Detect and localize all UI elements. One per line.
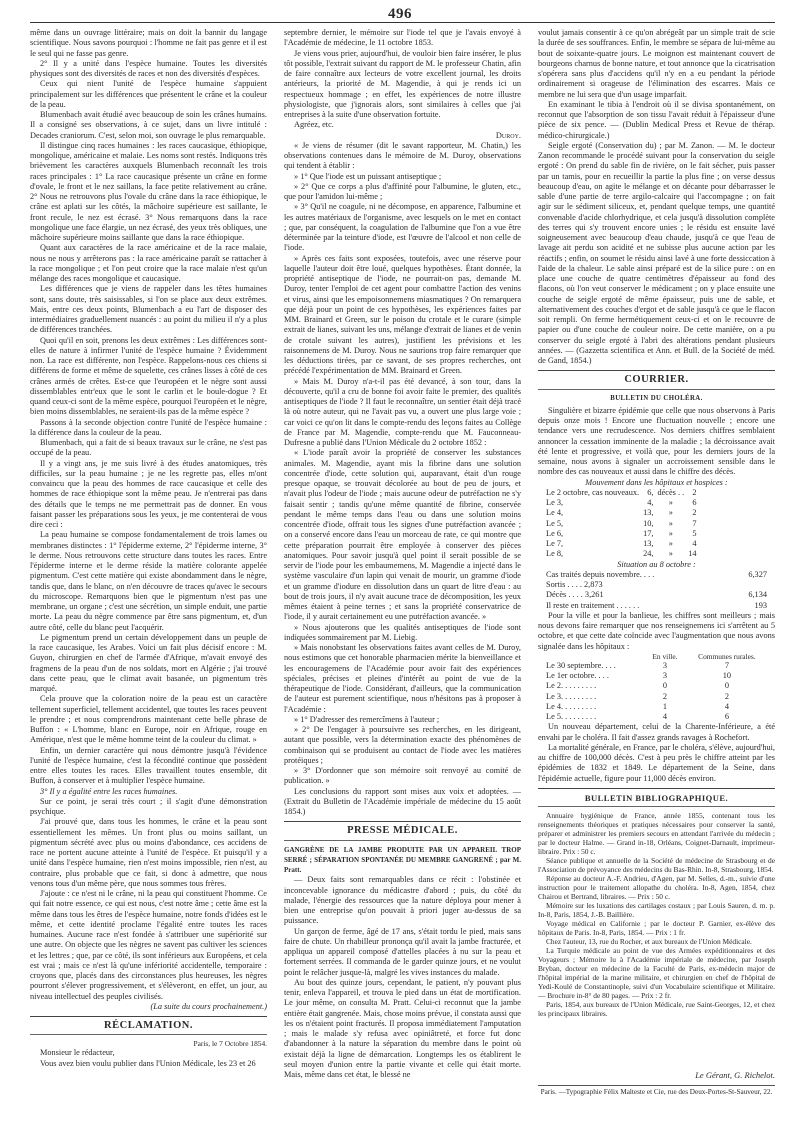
paragraph: Quant aux caractères de la race américaine et de la race malaie, nous ne nous y arrêterons pas : la race américaine paraît se rattacher à la race mongolique ; et l'on peut croire que la race malaie n'est qu'un mélange des races mongolique et caucasique. — [30, 243, 267, 283]
table-cell: 10, — [643, 518, 654, 528]
paragraph: Cela prouve que la coloration noire de la peau est un caractère tellement superficiel, tellement accidentel, que toutes les races peuvent le prendre ; et nous comprendrons maintenant cette belle phrase de Buffon : « L'homme, blanc en Europe, noir en Afrique, rouge en Amérique, n'est que le même homme teint de la couleur du climat. » — [30, 694, 267, 745]
paragraph: Le pigmentum prend un certain développement dans un peuple de la race caucasique, les Arabes. Voici un fait plus décisif encore : M. Guyon, chirurgien en chef de l'armée d'Afrique, m'avait envoyé des fragmens de la peau d'un de nos soldats, mort en Algérie ; j'ai trouvé dans cette peau, que le climat avait basanée, un pigmentum très marqué. — [30, 632, 267, 693]
table-cell: décès . . — [657, 487, 685, 497]
reclamation-date: Paris, le 7 Octobre 1854. — [193, 1039, 267, 1049]
table-cell: 0 — [662, 681, 667, 691]
gerant-signature: Le Gérant, G. Richelot. — [695, 1070, 775, 1080]
table-cell: Le 8, — [546, 549, 564, 559]
paragraph: Il distingue cinq races humaines : les races caucasique, éthiopique, mongolique, américaine et malaie. Les noms sont restés. Indiquons très brièvement les caractères auxquels Blumenbach reconnaît les trois races principales : 1° La race caucasique présente un crâne en forme d'ovale, le front et le nez saillans, la face petite relativement au crâne. 2° Nous ne retrouvons plus l'ovale du crâne dans la race éthiopique, le crâne est aplati sur les côtés, la mâchoire supérieure est saillante, le front recule, le nez est écrasé. 3° Nous remarquons dans la race mongolique une face élargie, un nez écrasé, des yeux très obliques, une mâchoire supérieure moins saillante que dans la race éthiopique. — [30, 140, 267, 242]
continued-note: (La suite du cours prochainement.) — [150, 1001, 267, 1011]
table-cell: 2 — [692, 487, 697, 497]
table-cell: Le 1er octobre. . . . — [546, 671, 609, 680]
header-rule — [30, 22, 775, 23]
paragraph: En examinant le tibia à l'endroit où il se divisa spontanément, on reconnut que l'absorption de son tissu l'avait réduit à l'épaisseur d'une pièce de six pence. — (Dublin Medical Press et Revue de thérap. médico-chirurgicale.) — [538, 99, 775, 140]
presse-heading: PRESSE MÉDICALE. — [347, 825, 458, 837]
imprint: Paris. —Typographie Félix Malteste et Cie, rue des Deux-Portes-St-Sauveur, 22. — [538, 1085, 775, 1096]
table-row — [544, 580, 769, 590]
table-row — [544, 590, 769, 600]
table-cell: Le 4, — [546, 508, 564, 518]
table-cell: 7 — [724, 660, 729, 670]
table-cell: Le 2 octobre, cas nouveaux. — [546, 487, 640, 497]
list-item: Séance publique et annuelle de la Société de médecine de Strasbourg et de l'Association de prévoyance des médecins du Bas-Rhin. In-8, Strasbourg, 1854. — [538, 856, 775, 874]
table-cell: Le 5. . . . . . . . . — [546, 712, 597, 721]
page-number: 496 — [388, 6, 412, 22]
column-1 — [30, 28, 267, 1113]
section-divider — [284, 821, 521, 822]
paragraph: septembre dernier, le mémoire sur l'iode tel que je l'avais envoyé à l'Académie de médecine, le 11 octobre 1853. — [284, 28, 521, 48]
table-cell: » — [668, 508, 673, 518]
section-divider — [30, 1034, 267, 1035]
table-row — [544, 498, 698, 508]
mouvement-table — [544, 488, 698, 560]
table-cell: 193 — [754, 600, 767, 610]
section-divider — [538, 370, 775, 371]
paragraph: » Mais M. Duroy n'a-t-il pas été devancé, à son tour, dans la découverte, qu'il a cru de bonne foi avoir faite le premier, des qualités antiseptiques de l'iode ? Il faut le reconnaître, un sentier était déjà tracé là où notre auteur, qui ne l'avait pas vu, a ouvert une plus large voie ; car voici ce qu'on lit dans le compte-rendu des leçons faites au Collège de France par M. Magendie, compte-rendu que M. Fauconneau-Dufresne a publié dans l'Union Médicale du 2 octobre 1852 : — [284, 376, 521, 447]
list-item: Paris, 1854, aux bureaux de l'Union Médicale, rue Saint-Georges, 12, et chez les principaux libraires. — [538, 1000, 775, 1018]
table-row — [544, 601, 769, 611]
paragraph: Je viens vous prier, aujourd'hui, de vouloir bien faire insérer, le plus tôt possible, l'extrait suivant du rapport de M. le professeur Chatin, afin de faire connaître aux lecteurs de votre excellent journal, les droits antérieurs, la priorité de M. Magendie, à qui je rends ici un respectueux hommage ; en effet, les expériences de notre illustre physiologiste, que j'ignorais alors, sont similaires à celles que j'ai entreprises à la suite d'une observation fortuite. — [284, 48, 521, 119]
table-cell: 6 — [724, 712, 729, 721]
paragraph: Un garçon de ferme, âgé de 17 ans, s'était tordu le pied, mais sans faire de chute. Un rhabilleur prononça qu'il avait la jambe fracturée, et appliqua un appareil composé d'attelles placées à nu sur la peau et fortement serrées. Il commanda de le garder quinze jours, et ne voulut point le relâcher jusque-là, malgré les vives instances du malade. — [284, 926, 521, 977]
paragraph: » Nous ajouterons que les qualités antiseptiques de l'iode sont indiquées sommairement par M. Liebig. — [284, 622, 521, 642]
paragraph: La mortalité générale, en France, par le choléra, s'élève, aujourd'hui, au chiffre de 100,000 décès. C'est à peu près le chiffre atteint par les épidémies de 1832 et 1849. Le département de la Seine, dans l'épidémie actuelle, figure pour 11,000 décès environ. — [538, 742, 775, 783]
section-divider — [538, 788, 775, 789]
situation-table — [544, 570, 769, 611]
column-2 — [284, 28, 521, 1113]
table-cell: Le 4. . . . . . . . . — [546, 701, 597, 711]
paragraph: Un nouveau département, celui de la Charente-Inférieure, a été envahi par le choléra. Il fait d'assez grands ravages à Rochefort. — [538, 722, 775, 742]
table-cell: Le 3. . . . . . . . . — [546, 691, 597, 701]
table-cell: 3 — [662, 671, 667, 680]
paragraph: Les conclusions du rapport sont mises aux voix et adoptées. — (Extrait du Bulletin de l'Académie impériale de médecine du 15 août 1854.) — [284, 786, 521, 816]
table-cell: » — [668, 528, 673, 538]
table-cell: 13, — [643, 539, 654, 548]
table-cell: 17, — [643, 528, 654, 538]
paragraph: — Deux faits sont remarquables dans ce récit : l'obstinée et inconcevable ignorance du médicastre d'abord ; puis, du côté du malade, l'énergie des ressources que la nature déploya pour mener à bien une entreprise qu'on pouvait à priori juger au-dessus de sa puissance. — [284, 875, 521, 926]
list-item: Voyage médical en Californie ; par le docteur P. Garnier, ex-élève des hôpitaux de Paris. In-8, Paris, 1854. — Prix : 1 fr. — [538, 919, 775, 937]
table-cell — [731, 580, 769, 590]
paragraph: Sur ce point, je serai très court ; il s'agit d'une démonstration psychique. — [30, 796, 267, 816]
table-cell: 3 — [662, 660, 667, 670]
list-item: La Turquie médicale au point de vue des Armées expéditionnaires et des Voyageurs ; Mémoire lu à l'Académie impériale de médecine, par Joseph Bryban, docteur en médecine de la Faculté de Paris, ex-médecin major de l'hôpital impérial de la marine militaire, et chirurgien en chef de l'hôpital de Yedi-Koulé de Constantinople, suivi d'un Vocabulaire scientifique et Militaire. — Brochure in-8° de 80 pages. — Prix : 2 fr. — [538, 946, 775, 1000]
courrier-heading: COURRIER. — [624, 374, 689, 386]
biblio-list — [538, 811, 775, 1018]
list-item: Chez l'auteur, 13, rue du Rocher, et aux bureaux de l'Union Médicale. — [546, 937, 752, 946]
table-row — [544, 661, 769, 671]
paragraph: » 3° Qu'il ne coagule, ni ne décompose, en apparence, l'albumine et les autres matériaux de l'organisme, avec lesquels on le met en contact ; que, par conséquent, la coagulation de l'albumine que l'on a vue être déterminée par la teinture d'iode, est l'œuvre de l'alcool et non celle de l'iode. — [284, 202, 521, 253]
table-cell: 14 — [688, 549, 697, 559]
paragraph: J'ai prouvé que, dans tous les hommes, le crâne et la peau sont essentiellement les mêmes. Un front plus ou moins saillant, un pigmentum sécrété avec plus ou moins d'abondance, ces accidens de race ne portent aucune atteinte à l'unité de l'espèce. Et puisqu'il y a unité dans l'espèce humaine, rien n'est moins impossible, rien n'est, au contraire, plus probable que ce fait, si donc à admettre, que nous venons tous d'un même père, que nous sommes tous frères. — [30, 817, 267, 888]
table-cell: 4 — [662, 712, 667, 721]
table-cell: Le 7, — [546, 539, 564, 548]
paragraph: Ceux qui nient l'unité de l'espèce humaine s'appuient principalement sur les différences que présentent le crâne et la couleur de la peau. — [30, 79, 267, 109]
paragraph: « Je viens de résumer (dit le savant rapporteur, M. Chatin,) les observations contenues dans le mémoire de M. Duroy, observations qui tendent à établir : — [284, 140, 521, 171]
table-cell: » — [668, 549, 673, 559]
signature: Duroy. — [495, 130, 521, 140]
table-cell: 2 — [724, 691, 729, 701]
paragraph: Au bout des quinze jours, cependant, le patient, n'y pouvant plus tenir, enleva l'appareil, et trouva le pied dans un état de mortification. Le jour même, on consulta M. Pratt. Celui-ci reconnut que la jambe entière était gangrenée. Mais, chose moins prévue, il constata aussi que les os n'étaient point fracturés. Il proposa immédiatement l'amputation ; mais le malade s'y refusa avec opiniâtreté, et force fut donc d'abandonner à la nature la séparation du membre dans le point où existait déjà la ligne de démarcation. Longtemps les os établirent le seul moyen d'union entre la partie vivante et celle qui était morte. Mais, même dans cet état, le blessé ne — [284, 977, 521, 1079]
table-cell: 6,134 — [748, 590, 767, 600]
table-cell: 4, — [647, 498, 654, 507]
paragraph: même dans un ouvrage littéraire; mais on doit la bannir du langage scientifique. Nous savons pourquoi : l'homme ne fait pas genre et il est le seul qui ne fasse pas genre. — [30, 28, 267, 58]
table-cell: 10 — [722, 671, 732, 680]
paragraph: Monsieur le rédacteur, — [40, 1048, 115, 1058]
table-row — [544, 570, 769, 580]
table-row — [544, 671, 769, 681]
table-row — [544, 519, 698, 529]
paragraph: Blumenbach avait étudié avec beaucoup de soin les crânes humains. Il a consigné ses observations, à ce sujet, dans un livre intitulé : Decades craniorum. C'est, selon moi, son ouvrage le plus remarquable. — [30, 110, 267, 140]
table-cell: 2 — [692, 508, 697, 518]
table-cell: Le 5, — [546, 518, 564, 528]
table-cell: 5 — [692, 528, 697, 538]
table-cell: 4 — [692, 539, 697, 548]
paragraph: Singulière et bizarre épidémie que celle que nous observons à Paris depuis onze mois ! Encore une fluctuation nouvelle ; encore une tendance vers une recrudescence. Nos derniers chiffres semblaient annoncer la cessation imminente de la maladie ; la décroissance avait été lente et progressive, et voilà que, pour les derniers jours de la semaine, nous avons à signaler un accroissement sensible dans le nombre des cas nouveaux et aussi dans le chiffre des décès. — [538, 405, 775, 477]
table-cell: » — [668, 539, 673, 548]
table-cell: Le 3, — [546, 498, 564, 507]
paragraph: Enfin, un dernier caractère qui nous démontre jusqu'à l'évidence l'unité de l'espèce humaine, c'est la fécondité continue que possèdent entre elles toutes les races. Elles travaillent toutes ensemble, dit Buffon, à conserver et à multiplier l'espèce humaine. — [30, 745, 267, 786]
paragraph: 2° Il y a unité dans l'espèce humaine. Toutes les diversités physiques sont des diversités de races et non des diversités d'espèces. — [30, 58, 267, 78]
article-title: GANGRÈNE DE LA JAMBE PRODUITE PAR UN APPAREIL TROP SERRÉ ; SÉPARATION SPONTANÉE DU MEMBRE GANGRENÉ ; par M. Pratt. — [284, 845, 521, 874]
ville-table — [544, 652, 769, 723]
paragraph: Les différences que je viens de rappeler dans les têtes humaines sont, sans doute, très saisissables, si l'on se place aux deux extrêmes. Mais, entre ces deux points, Blumenbach a eu l'art de disposer des intermédiaires graduellement nuancés : au point du milieu il n'y a plus de différences tranchées. — [30, 284, 267, 335]
table-cell: Le 30 septembre. . . . — [546, 660, 616, 670]
paragraph: » 2° De l'engager à poursuivre ses recherches, en les dirigeant, autant que possible, vers la détermination exacte des phénomènes de combinaison qui se produisent au contact de l'iode avec les matières protéiques ; — [284, 725, 521, 765]
paragraph: » 3° D'ordonner que son mémoire soit renvoyé au comité de publication. » — [284, 766, 521, 786]
paragraph: » Après ces faits sont exposées, toutefois, avec une réserve pour laquelle l'auteur doit être loué, quelques hypothèses. Étant donnée, la propriété antiseptique de l'iode, ne pourrait-on pas, demande M. Duroy, tenter l'emploi de cet agent pour combattre l'action des venins et virus, ainsi que les empoisonnemens miasmatiques ? On remarquera que déjà pour un point de ces hypothèses, les expériences faites par MM. Brainard et Green, sur le poison du crotale et le curare (simple extrait de lianes, suivant les uns, mélange d'extrait de lianes et de venin de crotale suivant les autres), justifient les prévisions et les raisonnemens de M. Duroy. Nous ne saurions trop faire remarquer que les déductions tirées, par ce savant, de ses propres recherches, ont précédé l'expérimentation de MM. Brainard et Green. — [284, 253, 521, 376]
table-cell: Sortis . . . . 2,873 — [546, 580, 603, 589]
paragraph: Blumenbach, qui a fait de si beaux travaux sur le crâne, ne s'est pas occupé de la peau. — [30, 438, 267, 458]
paragraph: 3° Il y a égalité entre les races humaines. — [40, 786, 178, 796]
column-header: Communes rurales. — [698, 651, 756, 661]
paragraph: La peau humaine se compose fondamentalement de trois lames ou membranes distinctes : 1° l'épiderme externe, 2° l'épiderme interne, 3° le derme. Nous retrouvons cette structure dans toutes les races. Entre l'épiderme interne et le derme réside la matière colorante appelée pigmentum. C'est cette matière qui existe abondamment dans le nègre, tandis que, dans le blanc, on n'en découvre de traces qu'avec le secours du microscope. Remarquons bien que le pigmentum n'est pas une membrane, un organe ; c'est une sécrétion, un simple enduit, une partie morte. La peau du nègre commence par être sans pigmentum, et, d'un autre côté, celle du blanc peut l'acquérir. — [30, 530, 267, 632]
table-cell: 24, — [643, 549, 654, 559]
mouvement-title: Mouvement dans les hôpitaux et hospices : — [585, 477, 728, 487]
section-divider — [538, 389, 775, 390]
paragraph: » 1° D'adresser des remercîmens à l'auteur ; — [294, 714, 440, 724]
reclamation-heading: RÉCLAMATION. — [104, 1020, 193, 1031]
table-row — [544, 529, 698, 539]
paragraph: » 2° Que ce corps a plus d'affinité pour l'albumine, le gluten, etc., que pour l'amidon lui-même ; — [284, 181, 521, 201]
situation-title: Situation au 8 octobre : — [617, 559, 696, 569]
table-cell: 6 — [692, 498, 697, 507]
table-cell: Il reste en traitement . . . . . . — [546, 600, 640, 610]
table-cell: Cas traités depuis novembre. . . . — [546, 569, 655, 579]
bulletin-title: BULLETIN DU CHOLÉRA. — [610, 394, 703, 402]
paragraph: » Mais nonobstant les observations faites avant celles de M. Duroy, nous estimons que cet honorable pharmacien mérite la bienveillance et les encouragemens de l'Académie pour avoir fait des expériences spéciales, précises et pleines d'intérêt au point de vue de la thérapeutique de l'iode. Considérant, d'ailleurs, que la communication de l'auteur est purement scientifique, nous n'hésitons pas à proposer à l'Académie : — [284, 643, 521, 714]
list-item: Mémoire sur les luxations des cartilages costaux ; par Louis Sauren, d. m. p. In-8, Paris, 1854, J.-B. Baillière. — [538, 901, 775, 919]
biblio-heading: BULLETIN BIBLIOGRAPHIQUE. — [584, 792, 729, 803]
section-divider — [30, 1016, 267, 1017]
column-3 — [538, 28, 775, 1068]
table-row — [544, 539, 698, 549]
list-item: Réponse au docteur A.-F. Andrieu, d'Agen, par M. Selles, d.-m., suivie d'une instruction pour le traitement allopathe du choléra. In-8, Agen, 1854, chez Chairou et Bertrand, libraires. — Prix : 50 c. — [538, 874, 775, 901]
paragraph: Passons à la seconde objection contre l'unité de l'espèce humaine : la différence dans la couleur de la peau. — [30, 417, 267, 437]
paragraph: Agréez, etc. — [294, 120, 334, 130]
table-cell: 4 — [724, 701, 729, 711]
table-row — [544, 702, 769, 712]
table-cell: 6,327 — [748, 569, 767, 579]
paragraph: Pour la ville et pour la banlieue, les chiffres sont meilleurs ; mais nous devons faire remarquer que nos renseignemens ici s'arrêtent au 5 octobre, et que cette date coïncide avec l'augmentation que nous avons signalée dans les hôpitaux : — [538, 610, 775, 651]
table-row — [544, 712, 769, 722]
table-cell: 2 — [662, 691, 667, 701]
list-item: Annuaire hygiénique de France, année 1855, contenant tous les renseignements théoriques et pratiques nécessaires pour conserver la santé, préparer et administrer les premiers secours en attendant l'arrivée du médecin ; par le docteur Halme. — Grand in-18, Orléans, Coignet-Darnault, imprimeur-libraire. Prix : 50 c. — [538, 811, 775, 856]
table-cell: 6, — [647, 487, 654, 497]
table-cell: 7 — [692, 518, 697, 528]
table-cell: Le 2. . . . . . . . . — [546, 681, 597, 691]
table-cell: 13, — [643, 508, 654, 518]
table-cell: » — [668, 498, 673, 507]
section-divider — [284, 840, 521, 841]
table-row — [544, 549, 698, 559]
paragraph: Quoi qu'il en soit, prenons les deux extrêmes : Les différences sont-elles de nature à infirmer l'unité de l'espèce humaine ? Évidemment non. La race est différente, non l'espèce. Rappelons-nous ces chiens si différens de forme et même de squelette, ces crânes lisses à côté de ces crânes armés de crêtes. Est-ce que l'européen et le nègre sont aussi dissemblables entr'eux que le sont le carlin et le boule-dogue ? Et quand ceux-ci sont de la même espèce, pourquoi l'européen et le nègre, bien moins dissemblables, ne seraient-ils pas de la même espèce ? — [30, 335, 267, 417]
table-cell: 1 — [662, 701, 667, 711]
paragraph: » 1° Que l'iode est un puissant antiseptique ; — [294, 171, 442, 181]
paragraph: Vous avez bien voulu publier dans l'Union Médicale, les 23 et 26 — [40, 1058, 256, 1068]
table-row — [544, 488, 698, 498]
table-cell: Décès . . . . 3,261 — [546, 590, 604, 600]
paragraph: « L'iode paraît avoir la propriété de conserver les substances animales. M. Magendie, ayant mis la fibrine dans une solution concentrée d'iode, cette solution qui, auparavant, était d'un rouge presque opaque, se trouvait décolorée au bout de peu de jours, et n'avait plus l'odeur de l'iode ; mais aucune odeur de putréfaction ne s'y faisait sentir ; tandis qu'une même quantité de fibrine, conservée pendant le même temps dans l'eau ou dans une solution moins concentrée d'iode, offrait tous les signes d'une putréfaction avancée ; on a conservé encore dans l'eau un morceau de rate, ce qui montre que cette préparation pourrait être employée à conserver des pièces anatomiques. Pour savoir jusqu'à quel point il serait possible de se servir de l'iode pour les embaumemens, M. Magendie a injecté dans le système vasculaire d'un lapin qui venait de mourir, un gramme d'iode et un gramme d'iodure en dissolution dans un quart de litre d'eau : au bout de trois jours, il n'y avait aucune trace de décomposition, les yeux mêmes étaient à peine ternes ; et sans la propriété conservatrice de l'iode, il y aurait certainement eu une putréfaction avancée. » — [284, 448, 521, 622]
table-row — [544, 692, 769, 702]
column-header: En ville. — [652, 651, 678, 661]
table-cell: » — [668, 518, 673, 528]
table-row — [544, 508, 698, 518]
paragraph: Il y a vingt ans, je me suis livré à des études anatomiques, très difficiles, sur la peau humaine ; je ne les regrette pas, elles m'ont convaincu que la peau des hommes de race caucasique et celle des hommes de race éthiopique sont la même peau. Je n'entrerai pas dans des détails que le temps ne me permettrait pas de donner. En vous faisant passer les préparations sous les yeux, je me contenterai de vous dire ceci : — [30, 458, 267, 529]
paragraph: J'ajoute : ce n'est ni le crâne, ni la peau qui constituent l'homme. Ce qui fait notre essence, ce qui est nous, c'est notre âme ; cette âme est la même dans tous les êtres de l'espèce humaine, notre fonds d'idées est le même, et cette identité proclame l'égalité entre toutes les races humaines. Aucune race n'est fondée à s'attribuer une supériorité sur une autre. On objecte que les nègres ne savent pas cultiver les sciences et les lettres ; que, par ce côté, ils sont inférieurs aux Européens, et cela est vrai ; mais ce n'est là qu'une infériorité accidentelle, temporaire : croyons que, placés dans des circonstances plus heureuses, les nègres pourront s'élever progressivement, et s'élèveront, en effet, un jour, au niveau intellectuel des peuples civilisés. — [30, 889, 267, 1001]
paragraph: Seigle ergoté (Conservation du) ; par M. Zanon. — M. le docteur Zanon recommande le procédé suivant pour la conservation du seigle ergoté : On prend du sable fin de rivière, on le fait sécher, puis passer par un tamis, pour en recueillir la partie la plus fine ; on verse dessus beaucoup d'eau, on agite le mélange et on décante pour débarrasser le sable d'une partie de terre argilo-calcaire qui l'accompagne ; on fait agir sur le sédiment siliceux, et, pendant quelque temps, une quantité convenable d'acide chlorhydrique, et cela jusqu'à dissolution complète des terres qui s'y trouvent encore unies ; le résidu est ensuite lavé soigneusement avec beaucoup d'eau chaude, jusqu'à ce que l'eau de lavage ait perdu son acidité et ne subisse plus aucune action par les réactifs ; enfin, on soumet le résidu ainsi lavé à une forte dessiccation à l'aide de la chaleur. Le sable ainsi préparé est de la silice pure : on en place une couche de quatre centimètres d'épaisseur au fond des flacons, où l'on veut conserver le médicament ; on y place ensuite une couche de seigle ergoté de même épaisseur, puis une de sable, et alternativement des couches d'ergot et de sable jusqu'à ce que le flacon soit rempli. On ferme hermétiquement ceux-ci et on le recouvre de papier ou d'une couche de couleur noire. De cette manière, on a pu conserver du seigle ergoté à l'abri des altérations pendant plusieurs années. — (Gazzetta scientifica et Ann. et Bull. de la Société de méd. de Gand, 1854.) — [538, 140, 775, 365]
paragraph: voulut jamais consentir à ce qu'on abrégeât par un simple trait de scie la durée de ses souffrances. Enfin, le membre se sépara de lui-même au bout de soixante-quatre jours. Le moignon est maintenant couvert de bourgeons charnus de bonne nature, et tout annonce que la cicatrisation s'opérera sans plus d'accidens qu'il n'y en a eu pendant la période ordinairement si orageuse de l'élimination des escarres. Mais ce membre ne lui sera que d'un usage imparfait. — [538, 28, 775, 99]
table-row — [544, 681, 769, 691]
section-divider — [538, 806, 775, 807]
table-cell: 0 — [724, 681, 729, 691]
table-cell: Le 6, — [546, 528, 564, 538]
